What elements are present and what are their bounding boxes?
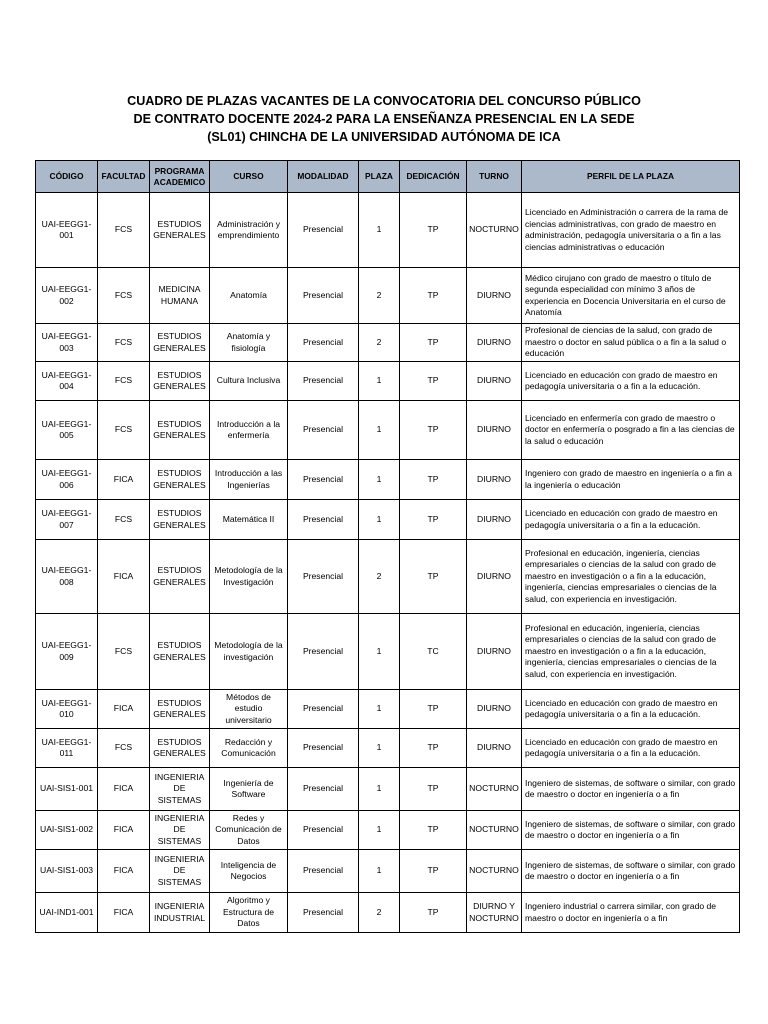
cell-turno: NOCTURNO xyxy=(467,811,522,850)
cell-curso: Introducción a las Ingenierías xyxy=(210,460,288,500)
cell-modalidad: Presencial xyxy=(288,193,359,268)
cell-turno: DIURNO xyxy=(467,268,522,324)
cell-turno: DIURNO xyxy=(467,401,522,460)
cell-perfil: Ingeniero de sistemas, de software o similar, con grado de maestro o doctor en ingeniería o a fin xyxy=(522,811,740,850)
cell-perfil: Ingeniero con grado de maestro en ingeniería o a fin a la ingeniería o educación xyxy=(522,460,740,500)
cell-modalidad: Presencial xyxy=(288,460,359,500)
vacancies-table xyxy=(35,160,740,933)
cell-perfil: Ingeniero de sistemas, de software o similar, con grado de maestro o doctor en ingeniería o a fin xyxy=(522,850,740,893)
cell-modalidad: Presencial xyxy=(288,893,359,933)
cell-facultad: FCS xyxy=(98,324,150,362)
table-row xyxy=(36,811,740,850)
table-row xyxy=(36,324,740,362)
cell-facultad: FCS xyxy=(98,401,150,460)
cell-codigo: UAI-EEGG1-011 xyxy=(36,729,98,768)
table-row xyxy=(36,614,740,690)
cell-programa: INGENIERIA DE SISTEMAS xyxy=(150,811,210,850)
cell-turno: NOCTURNO xyxy=(467,768,522,811)
cell-curso: Métodos de estudio universitario xyxy=(210,690,288,729)
cell-dedicacion: TP xyxy=(400,401,467,460)
cell-programa: ESTUDIOS GENERALES xyxy=(150,729,210,768)
cell-programa: ESTUDIOS GENERALES xyxy=(150,614,210,690)
cell-codigo: UAI-SIS1-003 xyxy=(36,850,98,893)
cell-dedicacion: TP xyxy=(400,729,467,768)
header-codigo: CÓDIGO xyxy=(36,161,98,193)
cell-plaza: 1 xyxy=(359,768,400,811)
cell-programa: ESTUDIOS GENERALES xyxy=(150,460,210,500)
cell-perfil: Licenciado en educación con grado de maestro en pedagogía universitaria o a fin a la educación. xyxy=(522,690,740,729)
cell-turno: DIURNO xyxy=(467,324,522,362)
cell-curso: Cultura Inclusiva xyxy=(210,362,288,401)
cell-facultad: FICA xyxy=(98,690,150,729)
document-title xyxy=(0,92,768,146)
cell-turno: DIURNO xyxy=(467,500,522,540)
cell-codigo: UAI-EEGG1-002 xyxy=(36,268,98,324)
cell-facultad: FCS xyxy=(98,729,150,768)
cell-turno: DIURNO xyxy=(467,690,522,729)
cell-plaza: 2 xyxy=(359,893,400,933)
cell-modalidad: Presencial xyxy=(288,268,359,324)
cell-perfil: Licenciado en educación con grado de maestro en pedagogía universitaria o a fin a la educación. xyxy=(522,500,740,540)
cell-codigo: UAI-EEGG1-010 xyxy=(36,690,98,729)
cell-curso: Anatomía xyxy=(210,268,288,324)
cell-dedicacion: TP xyxy=(400,324,467,362)
cell-plaza: 1 xyxy=(359,500,400,540)
cell-dedicacion: TP xyxy=(400,193,467,268)
cell-codigo: UAI-EEGG1-007 xyxy=(36,500,98,540)
table-row xyxy=(36,729,740,768)
title-line-3: (SL01) CHINCHA DE LA UNIVERSIDAD AUTÓNOMA DE ICA xyxy=(207,130,561,144)
cell-programa: ESTUDIOS GENERALES xyxy=(150,401,210,460)
cell-dedicacion: TC xyxy=(400,614,467,690)
cell-codigo: UAI-IND1-001 xyxy=(36,893,98,933)
cell-turno: DIURNO xyxy=(467,614,522,690)
cell-programa: INGENIERIA DE SISTEMAS xyxy=(150,768,210,811)
table-row xyxy=(36,193,740,268)
cell-curso: Redes y Comunicación de Datos xyxy=(210,811,288,850)
cell-programa: INGENIERIA INDUSTRIAL xyxy=(150,893,210,933)
cell-programa: ESTUDIOS GENERALES xyxy=(150,193,210,268)
cell-codigo: UAI-SIS1-001 xyxy=(36,768,98,811)
cell-dedicacion: TP xyxy=(400,540,467,614)
cell-modalidad: Presencial xyxy=(288,768,359,811)
cell-plaza: 1 xyxy=(359,850,400,893)
table-row xyxy=(36,540,740,614)
table-row xyxy=(36,893,740,933)
cell-turno: DIURNO Y NOCTURNO xyxy=(467,893,522,933)
table-row xyxy=(36,500,740,540)
cell-codigo: UAI-EEGG1-004 xyxy=(36,362,98,401)
cell-programa: ESTUDIOS GENERALES xyxy=(150,500,210,540)
header-modalidad: MODALIDAD xyxy=(288,161,359,193)
cell-plaza: 1 xyxy=(359,460,400,500)
cell-plaza: 2 xyxy=(359,540,400,614)
cell-modalidad: Presencial xyxy=(288,690,359,729)
cell-facultad: FICA xyxy=(98,540,150,614)
cell-dedicacion: TP xyxy=(400,893,467,933)
cell-codigo: UAI-SIS1-002 xyxy=(36,811,98,850)
cell-facultad: FICA xyxy=(98,460,150,500)
cell-programa: ESTUDIOS GENERALES xyxy=(150,690,210,729)
header-plaza: PLAZA xyxy=(359,161,400,193)
cell-facultad: FICA xyxy=(98,850,150,893)
table-row xyxy=(36,460,740,500)
title-line-2: DE CONTRATO DOCENTE 2024-2 PARA LA ENSEÑANZA PRESENCIAL EN LA SEDE xyxy=(133,112,635,126)
cell-perfil: Licenciado en enfermería con grado de maestro o doctor en enfermería o posgrado a fin a las ciencias de la salud o educación xyxy=(522,401,740,460)
cell-codigo: UAI-EEGG1-001 xyxy=(36,193,98,268)
cell-perfil: Profesional de ciencias de la salud, con grado de maestro o doctor en salud pública o a fin a la salud o educación xyxy=(522,324,740,362)
cell-perfil: Profesional en educación, ingeniería, ciencias empresariales o ciencias de la salud con grado de maestro en investigación o a fin a la educación, ingeniería, ciencias empresariales o ciencias de la salud, con experiencia en investigación. xyxy=(522,614,740,690)
cell-codigo: UAI-EEGG1-009 xyxy=(36,614,98,690)
cell-curso: Introducción a la enfermería xyxy=(210,401,288,460)
cell-curso: Anatomía y fisiología xyxy=(210,324,288,362)
cell-modalidad: Presencial xyxy=(288,540,359,614)
cell-codigo: UAI-EEGG1-005 xyxy=(36,401,98,460)
cell-dedicacion: TP xyxy=(400,690,467,729)
cell-facultad: FCS xyxy=(98,268,150,324)
cell-turno: NOCTURNO xyxy=(467,193,522,268)
cell-turno: NOCTURNO xyxy=(467,850,522,893)
cell-modalidad: Presencial xyxy=(288,729,359,768)
cell-codigo: UAI-EEGG1-008 xyxy=(36,540,98,614)
cell-turno: DIURNO xyxy=(467,362,522,401)
header-perfil: PERFIL DE LA PLAZA xyxy=(522,161,740,193)
cell-plaza: 1 xyxy=(359,690,400,729)
cell-modalidad: Presencial xyxy=(288,811,359,850)
cell-programa: INGENIERIA DE SISTEMAS xyxy=(150,850,210,893)
cell-plaza: 1 xyxy=(359,401,400,460)
cell-plaza: 2 xyxy=(359,324,400,362)
title-line-1: CUADRO DE PLAZAS VACANTES DE LA CONVOCATORIA DEL CONCURSO PÚBLICO xyxy=(127,94,641,108)
header-dedicacion: DEDICACIÓN xyxy=(400,161,467,193)
cell-perfil: Licenciado en Administración o carrera de la rama de ciencias administrativas, con grado de maestro en administración, pedagogía universitaria o a fin a las ciencias administrativas o educación xyxy=(522,193,740,268)
header-facultad: FACULTAD xyxy=(98,161,150,193)
cell-modalidad: Presencial xyxy=(288,401,359,460)
cell-turno: DIURNO xyxy=(467,460,522,500)
header-programa: PROGRAMA ACADEMICO xyxy=(150,161,210,193)
cell-dedicacion: TP xyxy=(400,500,467,540)
cell-dedicacion: TP xyxy=(400,768,467,811)
cell-plaza: 1 xyxy=(359,811,400,850)
cell-dedicacion: TP xyxy=(400,460,467,500)
cell-perfil: Ingeniero de sistemas, de software o similar, con grado de maestro o doctor en ingeniería o a fin xyxy=(522,768,740,811)
cell-plaza: 1 xyxy=(359,729,400,768)
cell-turno: DIURNO xyxy=(467,540,522,614)
table-row xyxy=(36,690,740,729)
cell-modalidad: Presencial xyxy=(288,500,359,540)
cell-dedicacion: TP xyxy=(400,362,467,401)
cell-curso: Redacción y Comunicación xyxy=(210,729,288,768)
cell-perfil: Licenciado en educación con grado de maestro en pedagogía universitaria o a fin a la educación. xyxy=(522,362,740,401)
cell-programa: ESTUDIOS GENERALES xyxy=(150,540,210,614)
cell-facultad: FCS xyxy=(98,500,150,540)
cell-plaza: 1 xyxy=(359,193,400,268)
table-row xyxy=(36,362,740,401)
cell-perfil: Médico cirujano con grado de maestro o título de segunda especialidad con mínimo 3 años de experiencia en Docencia Universitaria en el curso de Anatomía xyxy=(522,268,740,324)
cell-plaza: 1 xyxy=(359,362,400,401)
cell-perfil: Ingeniero industrial o carrera similar, con grado de maestro o doctor en ingeniería o a fin xyxy=(522,893,740,933)
cell-modalidad: Presencial xyxy=(288,324,359,362)
cell-facultad: FICA xyxy=(98,811,150,850)
cell-plaza: 1 xyxy=(359,614,400,690)
cell-dedicacion: TP xyxy=(400,811,467,850)
cell-facultad: FCS xyxy=(98,614,150,690)
cell-facultad: FCS xyxy=(98,362,150,401)
cell-modalidad: Presencial xyxy=(288,850,359,893)
cell-codigo: UAI-EEGG1-006 xyxy=(36,460,98,500)
table-row xyxy=(36,850,740,893)
cell-programa: ESTUDIOS GENERALES xyxy=(150,324,210,362)
cell-programa: ESTUDIOS GENERALES xyxy=(150,362,210,401)
cell-curso: Metodología de la investigación xyxy=(210,614,288,690)
cell-dedicacion: TP xyxy=(400,850,467,893)
header-curso: CURSO xyxy=(210,161,288,193)
cell-modalidad: Presencial xyxy=(288,362,359,401)
cell-curso: Algoritmo y Estructura de Datos xyxy=(210,893,288,933)
cell-modalidad: Presencial xyxy=(288,614,359,690)
cell-codigo: UAI-EEGG1-003 xyxy=(36,324,98,362)
cell-curso: Ingeniería de Software xyxy=(210,768,288,811)
cell-curso: Metodología de la Investigación xyxy=(210,540,288,614)
cell-plaza: 2 xyxy=(359,268,400,324)
cell-curso: Administración y emprendimiento xyxy=(210,193,288,268)
cell-facultad: FCS xyxy=(98,193,150,268)
cell-facultad: FICA xyxy=(98,768,150,811)
cell-perfil: Profesional en educación, ingeniería, ciencias empresariales o ciencias de la salud con grado de maestro en investigación o a fin a la educación, ingeniería, ciencias empresariales o ciencias de la salud, con experiencia en investigación. xyxy=(522,540,740,614)
table-header-row xyxy=(36,161,740,193)
table-row xyxy=(36,768,740,811)
cell-perfil: Licenciado en educación con grado de maestro en pedagogía universitaria o a fin a la educación. xyxy=(522,729,740,768)
cell-curso: Matemática II xyxy=(210,500,288,540)
cell-curso: Inteligencia de Negocios xyxy=(210,850,288,893)
table-row xyxy=(36,401,740,460)
cell-programa: MEDICINA HUMANA xyxy=(150,268,210,324)
cell-facultad: FICA xyxy=(98,893,150,933)
cell-turno: DIURNO xyxy=(467,729,522,768)
cell-dedicacion: TP xyxy=(400,268,467,324)
table-row xyxy=(36,268,740,324)
header-turno: TURNO xyxy=(467,161,522,193)
